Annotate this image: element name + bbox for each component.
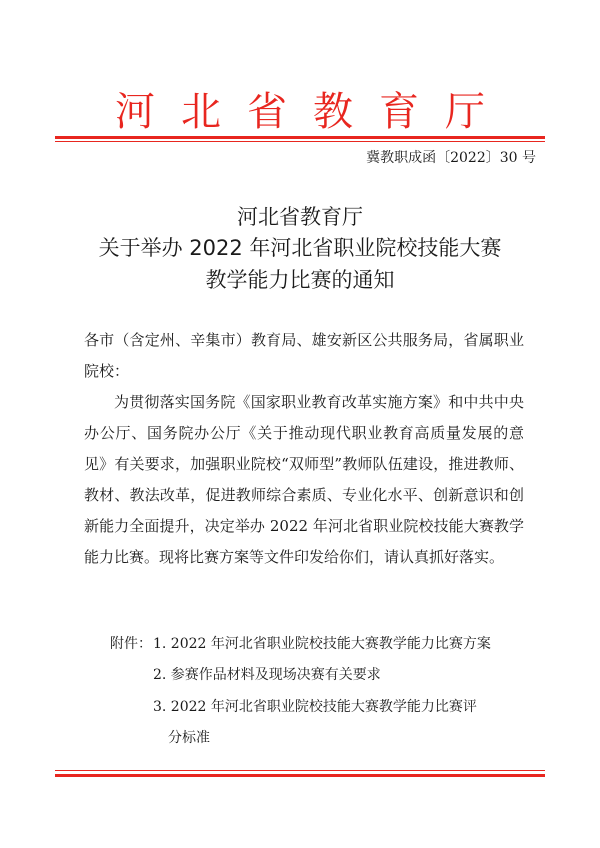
body-paragraph: 为贯彻落实国务院《国家职业教育改革实施方案》和中共中央办公厅、国务院办公厅《关于推动现代职业教育高质量发展的意见》有关要求，加强职业院校“双师型”教师队伍建设，推进教师、教材、教法改革，促进教师综合素质、专业化水平、创新意识和创新能力全面提升，决定举办 2022 年河北省职业院校技能大赛教学能力比赛。现将比赛方案等文件印发给你们，请认真抓好落实。 (84, 393, 524, 566)
attachment-item-3-continued: 分标准 (168, 730, 210, 746)
org-masthead: 河北省教育厅 (115, 89, 511, 135)
footer-red-rule-thick (55, 774, 545, 777)
salutation: 各市（含定州、辛集市）教育局、雄安新区公共服务局，省属职业院校： (84, 331, 524, 380)
attachment-item-1: 1. 2022 年河北省职业院校技能大赛教学能力比赛方案 (153, 636, 491, 652)
attachments-label: 附件： (110, 636, 152, 652)
header-red-rule-thick (55, 136, 545, 139)
attachment-item-2: 2. 参赛作品材料及现场决赛有关要求 (153, 667, 381, 683)
footer-red-rule-thin (55, 770, 545, 771)
document-number: 冀教职成函〔2022〕30 号 (366, 150, 536, 166)
title-line-2: 关于举办 2022 年河北省职业院校技能大赛 (98, 236, 502, 260)
header-red-rule-thin (55, 141, 545, 142)
title-line-3: 教学能力比赛的通知 (205, 268, 395, 292)
attachment-item-3: 3. 2022 年河北省职业院校技能大赛教学能力比赛评 (153, 699, 477, 715)
title-line-1: 河北省教育厅 (237, 205, 363, 229)
